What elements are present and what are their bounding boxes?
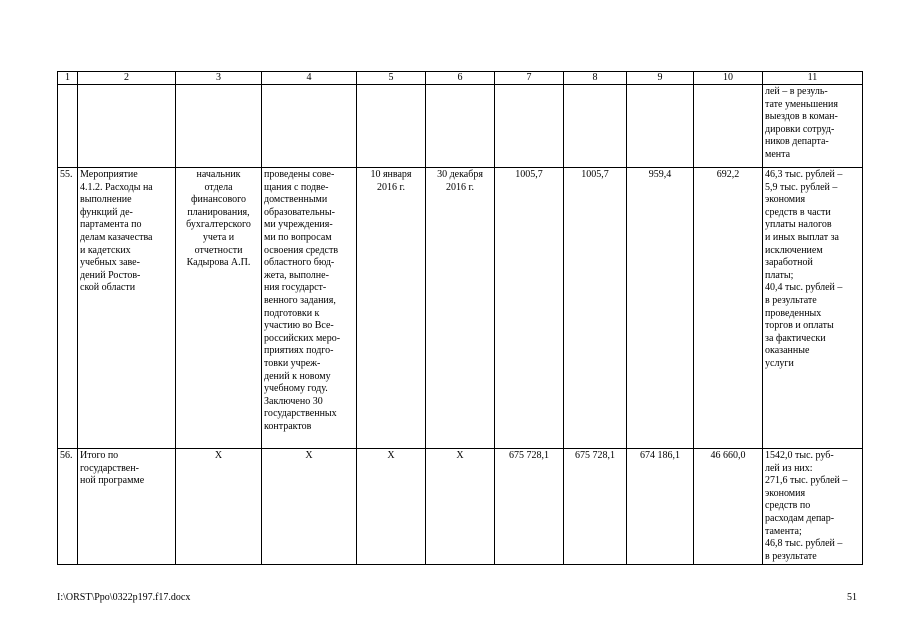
value-cell: 1005,7 bbox=[495, 168, 564, 449]
column-header: 10 bbox=[694, 72, 763, 85]
measure-name-cell: Мероприятие 4.1.2. Расходы на выполнение функций де- партамента по делам казачества и кадетских учебных заве- дений Ростов- ской области bbox=[78, 168, 176, 449]
result-cell: Х bbox=[262, 449, 357, 565]
column-header: 8 bbox=[564, 72, 627, 85]
table-row bbox=[58, 85, 863, 168]
column-header: 3 bbox=[176, 72, 262, 85]
value-cell bbox=[627, 85, 694, 168]
value-cell bbox=[495, 85, 564, 168]
note-cell: лей – в резуль- тате уменьшения выездов в коман- дировки сотруд- ников департа- мента bbox=[763, 85, 863, 168]
row-number-cell: 56. bbox=[58, 449, 78, 565]
table-row bbox=[58, 168, 863, 449]
result-cell: проведены сове- щания с подве- домственными образовательны- ми учреждения- ми по вопросам освоения средств областного бюд- жета, выполне- ния государст- венного задания, подготовки к участию во Все- российских меро- приятиях подго- товки учреж- дений к новому учебному году. Заключено 30 государственных контрактов bbox=[262, 168, 357, 449]
value-cell: 959,4 bbox=[627, 168, 694, 449]
responsible-cell bbox=[176, 85, 262, 168]
measure-name-cell: Итого по государствен- ной программе bbox=[78, 449, 176, 565]
column-header: 7 bbox=[495, 72, 564, 85]
note-cell: 46,3 тыс. рублей – 5,9 тыс. рублей – экономия средств в части уплаты налогов и иных выплат за исключением заработной платы; 40,4 тыс. рублей – в результате проведенных торгов и оплаты за фактически оказанные услуги bbox=[763, 168, 863, 449]
table-header-row bbox=[58, 72, 863, 85]
column-header: 9 bbox=[627, 72, 694, 85]
value-cell: 674 186,1 bbox=[627, 449, 694, 565]
result-cell bbox=[262, 85, 357, 168]
report-table bbox=[57, 71, 863, 565]
column-header: 5 bbox=[357, 72, 426, 85]
value-cell bbox=[564, 85, 627, 168]
value-cell: 46 660,0 bbox=[694, 449, 763, 565]
table-row bbox=[58, 449, 863, 565]
end-date-cell: 30 декабря 2016 г. bbox=[426, 168, 495, 449]
note-cell: 1542,0 тыс. руб- лей из них: 271,6 тыс. рублей – экономия средств по расходам депар- тамента; 46,8 тыс. рублей – в результате bbox=[763, 449, 863, 565]
value-cell: 675 728,1 bbox=[564, 449, 627, 565]
value-cell: 675 728,1 bbox=[495, 449, 564, 565]
value-cell: 1005,7 bbox=[564, 168, 627, 449]
start-date-cell: 10 января 2016 г. bbox=[357, 168, 426, 449]
column-header: 2 bbox=[78, 72, 176, 85]
row-number-cell bbox=[58, 85, 78, 168]
value-cell: 692,2 bbox=[694, 168, 763, 449]
value-cell bbox=[694, 85, 763, 168]
start-date-cell: Х bbox=[357, 449, 426, 565]
column-header: 1 bbox=[58, 72, 78, 85]
footer-file-path: I:\ORST\Ppo\0322p197.f17.docx bbox=[57, 592, 191, 603]
column-header: 4 bbox=[262, 72, 357, 85]
responsible-cell: Х bbox=[176, 449, 262, 565]
start-date-cell bbox=[357, 85, 426, 168]
end-date-cell: Х bbox=[426, 449, 495, 565]
page-number: 51 bbox=[847, 592, 857, 603]
responsible-cell: начальник отдела финансового планирования, бухгалтерского учета и отчетности Кадырова А.П. bbox=[176, 168, 262, 449]
column-header: 11 bbox=[763, 72, 863, 85]
column-header: 6 bbox=[426, 72, 495, 85]
measure-name-cell bbox=[78, 85, 176, 168]
end-date-cell bbox=[426, 85, 495, 168]
row-number-cell: 55. bbox=[58, 168, 78, 449]
